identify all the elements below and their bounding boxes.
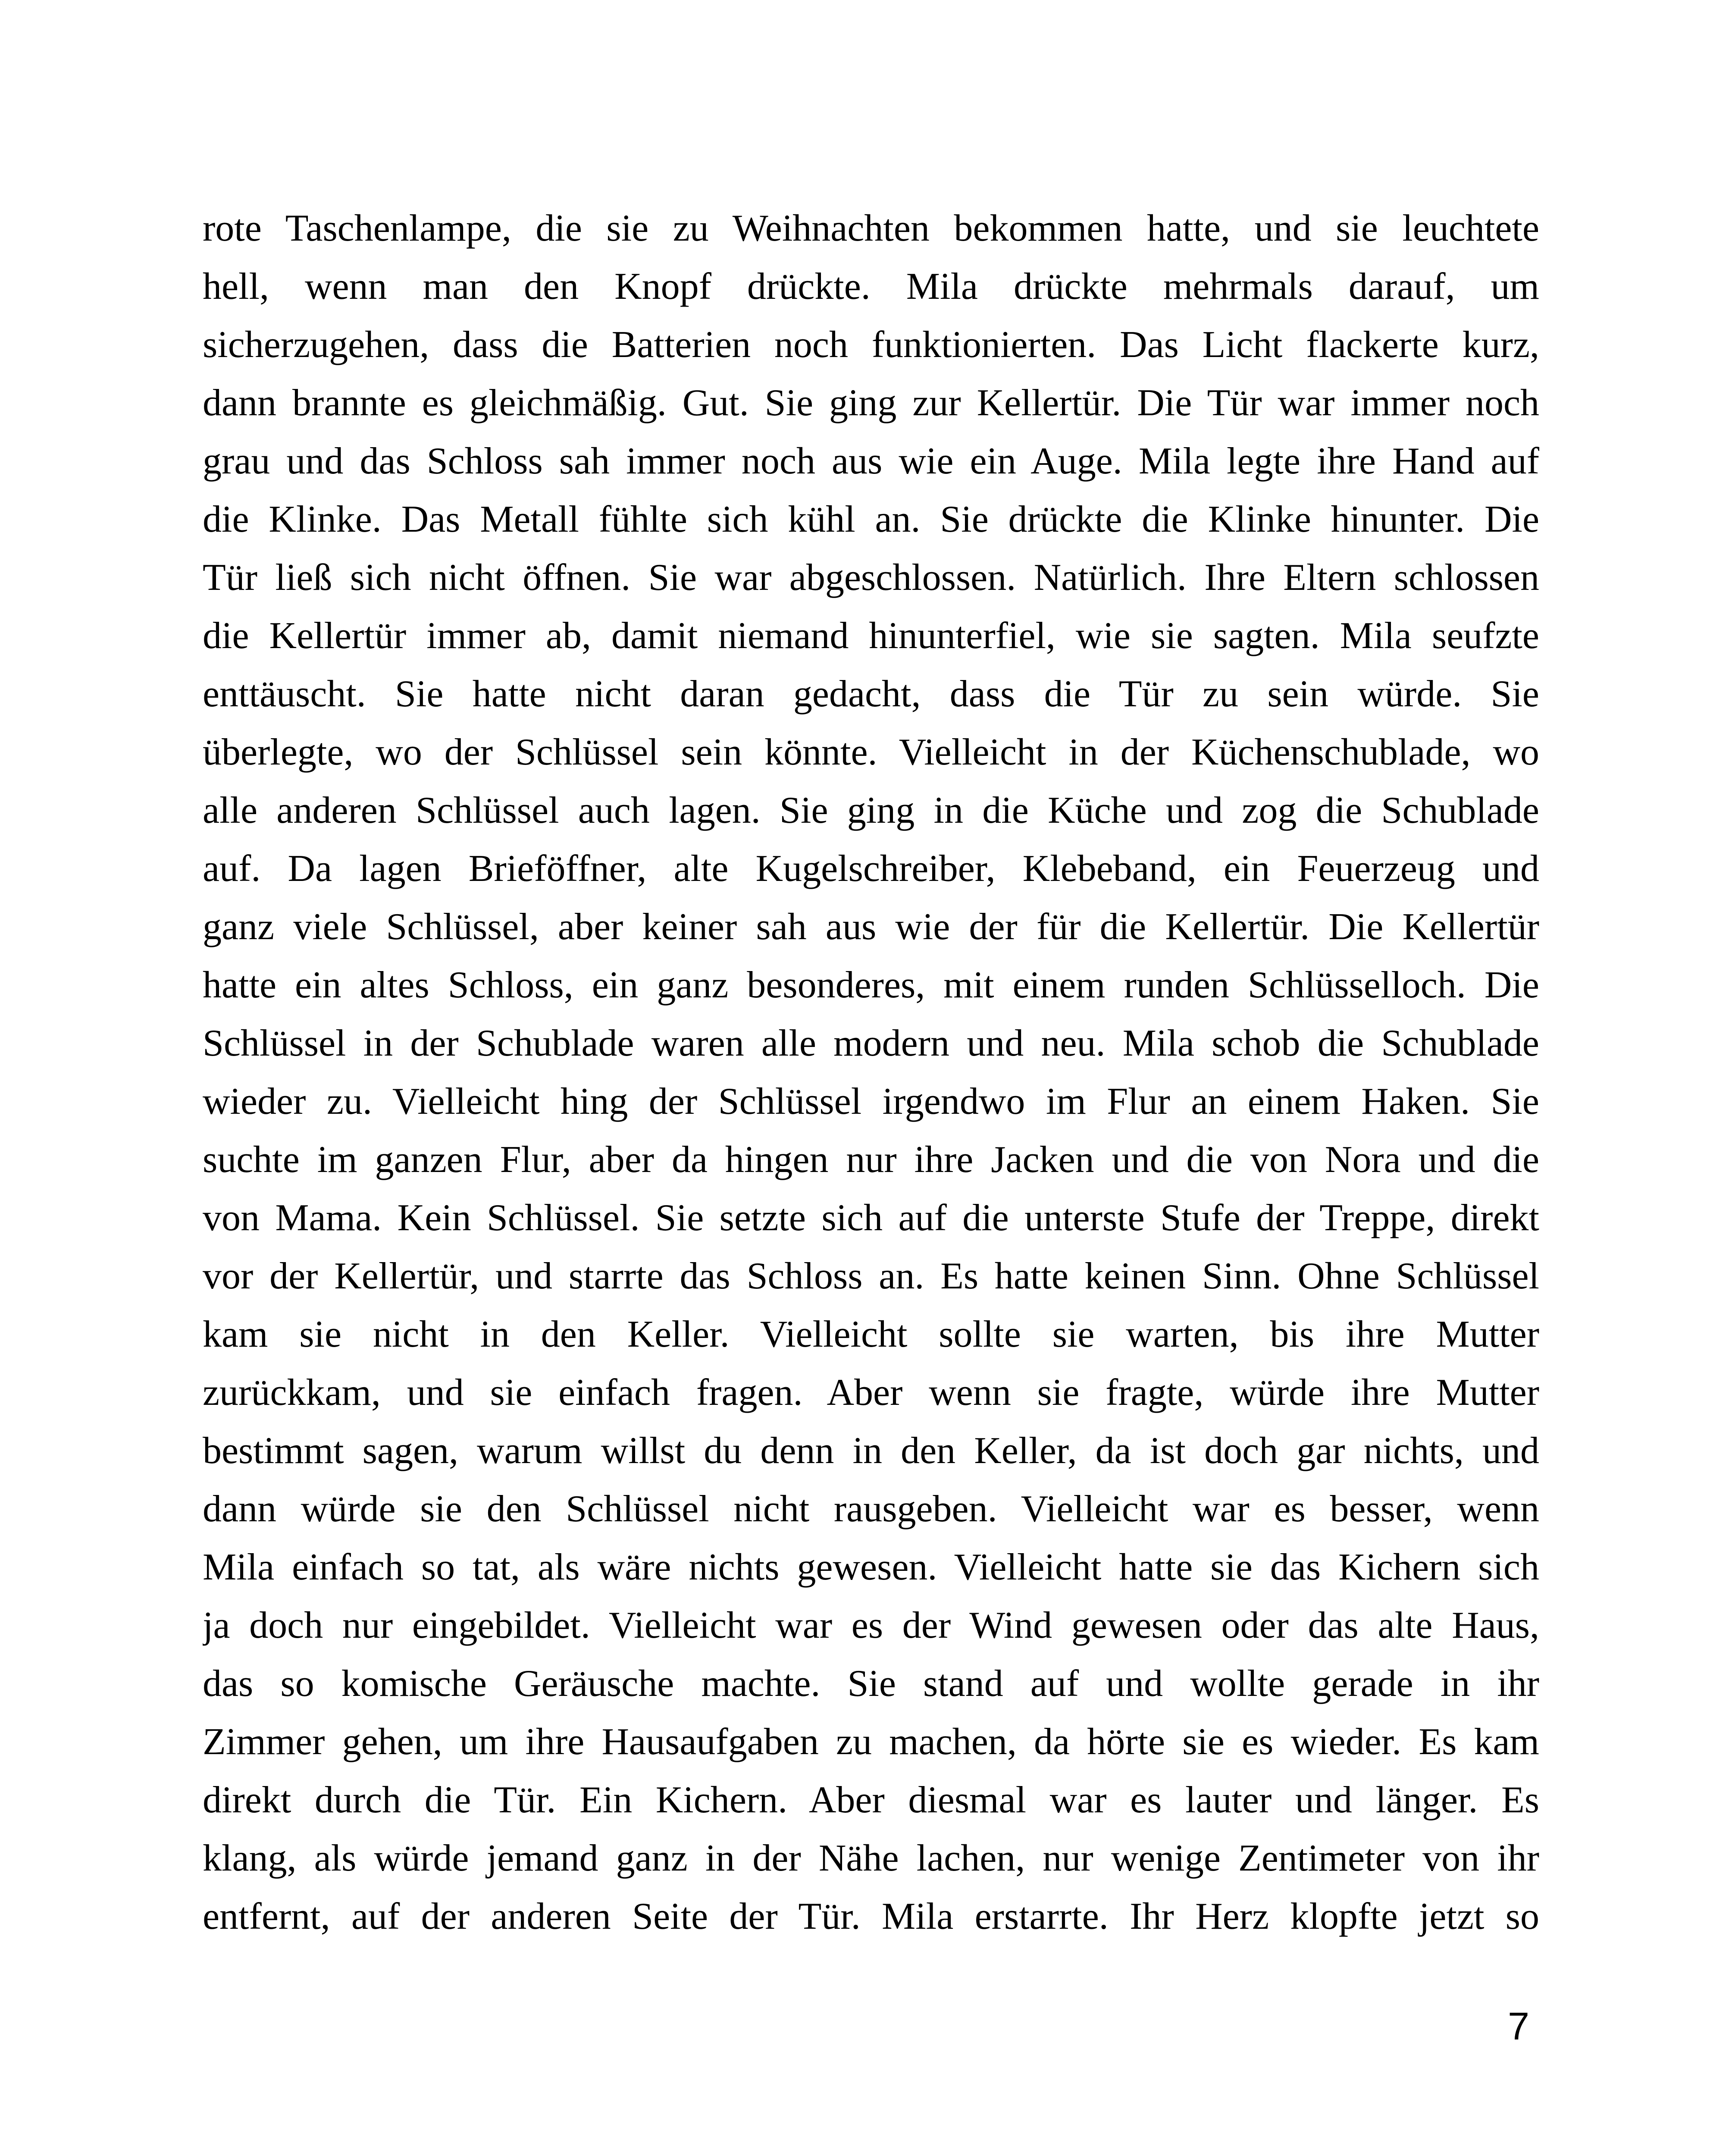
text-line: rote Taschenlampe, die sie zu Weihnachten bekommen hatte, und sie leuchtete <box>203 207 1539 249</box>
body-text <box>203 199 1539 1946</box>
text-line: dann brannte es gleichmäßig. Gut. Sie ging zur Kellertür. Die Tür war immer noch <box>203 382 1539 424</box>
text-line: entfernt, auf der anderen Seite der Tür. Mila erstarrte. Ihr Herz klopfte jetzt so <box>203 1896 1539 1937</box>
text-line: kam sie nicht in den Keller. Vielleicht sollte sie warten, bis ihre Mutter <box>203 1313 1539 1355</box>
text-line: direkt durch die Tür. Ein Kichern. Aber diesmal war es lauter und länger. Es <box>203 1779 1539 1821</box>
text-line: hell, wenn man den Knopf drückte. Mila drückte mehrmals darauf, um <box>203 266 1539 307</box>
text-line: klang, als würde jemand ganz in der Nähe lachen, nur wenige Zentimeter von ihr <box>203 1837 1539 1879</box>
text-line: die Kellertür immer ab, damit niemand hinunterfiel, wie sie sagten. Mila seufzte <box>203 615 1539 657</box>
text-line: grau und das Schloss sah immer noch aus wie ein Auge. Mila legte ihre Hand auf <box>203 440 1539 482</box>
text-line: alle anderen Schlüssel auch lagen. Sie ging in die Küche und zog die Schublade <box>203 790 1539 831</box>
text-line: auf. Da lagen Brieföffner, alte Kugelschreiber, Klebeband, ein Feuerzeug und <box>203 848 1539 890</box>
text-line: überlegte, wo der Schlüssel sein könnte. Vielleicht in der Küchenschublade, wo <box>203 731 1539 773</box>
text-line: ganz viele Schlüssel, aber keiner sah aus wie der für die Kellertür. Die Kellertür <box>203 906 1539 948</box>
text-line: Mila einfach so tat, als wäre nichts gewesen. Vielleicht hatte sie das Kichern sich <box>203 1546 1539 1588</box>
text-line: Tür ließ sich nicht öffnen. Sie war abgeschlossen. Natürlich. Ihre Eltern schlossen <box>203 557 1539 599</box>
text-line: dann würde sie den Schlüssel nicht rausgeben. Vielleicht war es besser, wenn <box>203 1488 1539 1530</box>
text-line: bestimmt sagen, warum willst du denn in den Keller, da ist doch gar nichts, und <box>203 1430 1539 1472</box>
text-line: vor der Kellertür, und starrte das Schloss an. Es hatte keinen Sinn. Ohne Schlüssel <box>203 1255 1539 1297</box>
text-line: ja doch nur eingebildet. Vielleicht war es der Wind gewesen oder das alte Haus, <box>203 1604 1539 1646</box>
text-line: das so komische Geräusche machte. Sie stand auf und wollte gerade in ihr <box>203 1663 1539 1705</box>
text-line: sicherzugehen, dass die Batterien noch funktionierten. Das Licht flackerte kurz, <box>203 324 1539 366</box>
text-line: enttäuscht. Sie hatte nicht daran gedacht, dass die Tür zu sein würde. Sie <box>203 673 1539 715</box>
text-line: suchte im ganzen Flur, aber da hingen nur ihre Jacken und die von Nora und die <box>203 1139 1539 1181</box>
text-line: wieder zu. Vielleicht hing der Schlüssel irgendwo im Flur an einem Haken. Sie <box>203 1081 1539 1122</box>
text-line: Zimmer gehen, um ihre Hausaufgaben zu machen, da hörte sie es wieder. Es kam <box>203 1721 1539 1763</box>
text-line: hatte ein altes Schloss, ein ganz besonderes, mit einem runden Schlüsselloch. Die <box>203 964 1539 1006</box>
text-line: Schlüssel in der Schublade waren alle modern und neu. Mila schob die Schublade <box>203 1022 1539 1064</box>
text-line: die Klinke. Das Metall fühlte sich kühl an. Sie drückte die Klinke hinunter. Die <box>203 498 1539 540</box>
text-line: von Mama. Kein Schlüssel. Sie setzte sich auf die unterste Stufe der Treppe, direkt <box>203 1197 1539 1239</box>
text-line: zurückkam, und sie einfach fragen. Aber wenn sie fragte, würde ihre Mutter <box>203 1372 1539 1413</box>
page-number: 7 <box>1507 2005 1529 2048</box>
